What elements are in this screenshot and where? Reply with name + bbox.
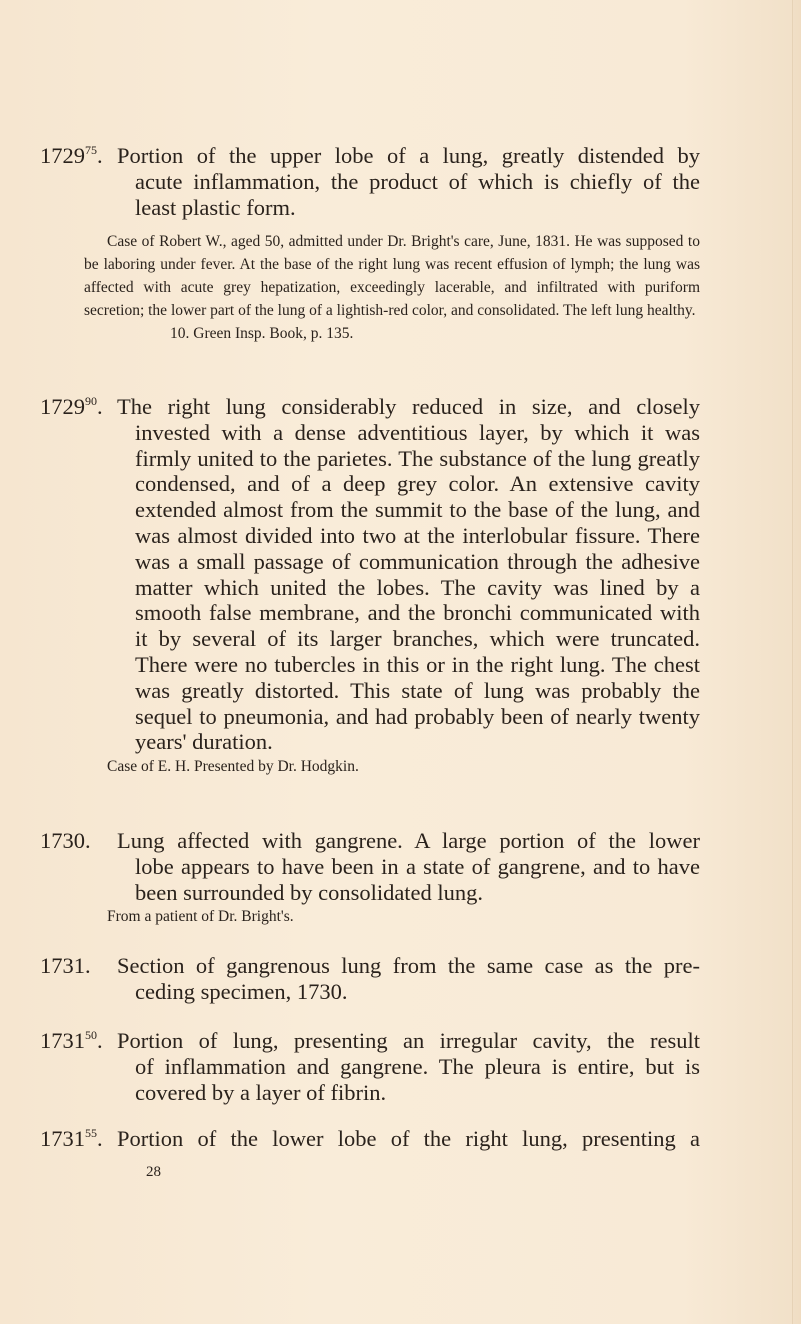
- entry-heading: [40, 828, 700, 905]
- entry-heading: [40, 1126, 700, 1152]
- entry-heading: [40, 143, 700, 220]
- entry-heading: [40, 953, 700, 1005]
- entry-number: [40, 1028, 103, 1054]
- entry-heading: [40, 394, 700, 755]
- entry-number-main: 1731: [40, 953, 85, 978]
- entry-number-suffix: .: [97, 1028, 103, 1053]
- entry-number-main: 1730: [40, 828, 85, 853]
- entry-first-line: The right lung considerably reduced in size, and closely: [117, 394, 700, 419]
- catalog-entry: [40, 143, 700, 344]
- entry-number-main: 1731: [40, 1126, 85, 1151]
- case-reference: 10. Green Insp. Book, p. 135.: [170, 325, 354, 343]
- catalog-entry: [40, 1126, 700, 1152]
- page-number: 28: [146, 1164, 161, 1180]
- catalog-entry: [40, 1028, 700, 1105]
- entry-number-superscript: 90: [85, 394, 97, 408]
- entry-number-main: 1729: [40, 143, 85, 168]
- entry-description: invested with a dense adventitious layer, by which it was firmly united to the parietes. The substance of the lung greatly condensed, and of a deep grey color. An extensive cavity extended almost from the summit to the base of the lung, and was almost divided into two at the interlobular fissure. There was a small passage of communication through the adhesive matter which united the lobes. The cavity was lined by a smooth false membrane, and the bronchi communicated with it by several of its larger branches, which were truncated. There were no tubercles in this or in the right lung. The chest was greatly distorted. This state of lung was probably the sequel to pneumonia, and had probably been of nearly twenty years' duration.: [135, 419, 700, 755]
- entry-description: lobe appears to have been in a state of gangrene, and to have been surrounded by consolidated lung.: [135, 853, 700, 905]
- entry-heading: [40, 1028, 700, 1105]
- entry-first-line: Section of gangrenous lung from the same case as the pre-: [117, 953, 700, 978]
- page-edge: [792, 0, 801, 1324]
- entry-number-suffix: .: [85, 828, 91, 853]
- entry-number: [40, 143, 103, 169]
- entry-first-line: Portion of lung, presenting an irregular cavity, the result: [117, 1028, 700, 1053]
- entry-number: [40, 953, 91, 979]
- catalog-entry: [40, 828, 700, 927]
- entry-number: [40, 1126, 103, 1152]
- entry-number-main: 1731: [40, 1028, 85, 1053]
- entry-number-suffix: .: [97, 143, 103, 168]
- case-reference: Case of E. H. Presented by Dr. Hodgkin.: [107, 758, 359, 776]
- entry-number-main: 1729: [40, 394, 85, 419]
- entry-number-suffix: .: [85, 953, 91, 978]
- entry-number-superscript: 75: [85, 143, 97, 157]
- case-note: Case of Robert W., aged 50, admitted under Dr. Bright's care, June, 1831. He was supposed to be laboring under fever. At the base of the right lung was recent effusion of lymph; the lung was affected with acute grey hepatization, exceedingly lacerable, and infiltrated with puriform secretion; the lower part of the lung of a lightish-red color, and consolidated. The left lung healthy.: [84, 233, 700, 320]
- entry-description: acute inflammation, the product of which is chiefly of the least plastic form.: [135, 168, 700, 220]
- entry-number-superscript: 50: [85, 1028, 97, 1042]
- entry-number-suffix: .: [97, 394, 103, 419]
- catalog-entry: [40, 953, 700, 1005]
- entry-number: [40, 828, 91, 854]
- entry-number-suffix: .: [97, 1126, 103, 1151]
- entry-first-line: Portion of the upper lobe of a lung, greatly distended by: [117, 143, 700, 168]
- catalog-entry: [40, 394, 700, 777]
- entry-first-line: Portion of the lower lobe of the right lung, presenting a: [117, 1126, 700, 1151]
- case-reference: From a patient of Dr. Bright's.: [107, 908, 294, 926]
- entry-description: ceding specimen, 1730.: [135, 978, 348, 1004]
- entry-number: [40, 394, 103, 420]
- entry-number-superscript: 55: [85, 1126, 97, 1140]
- entry-description: of inflammation and gangrene. The pleura is entire, but is covered by a layer of fibrin.: [135, 1053, 700, 1105]
- entry-first-line: Lung affected with gangrene. A large portion of the lower: [117, 828, 700, 853]
